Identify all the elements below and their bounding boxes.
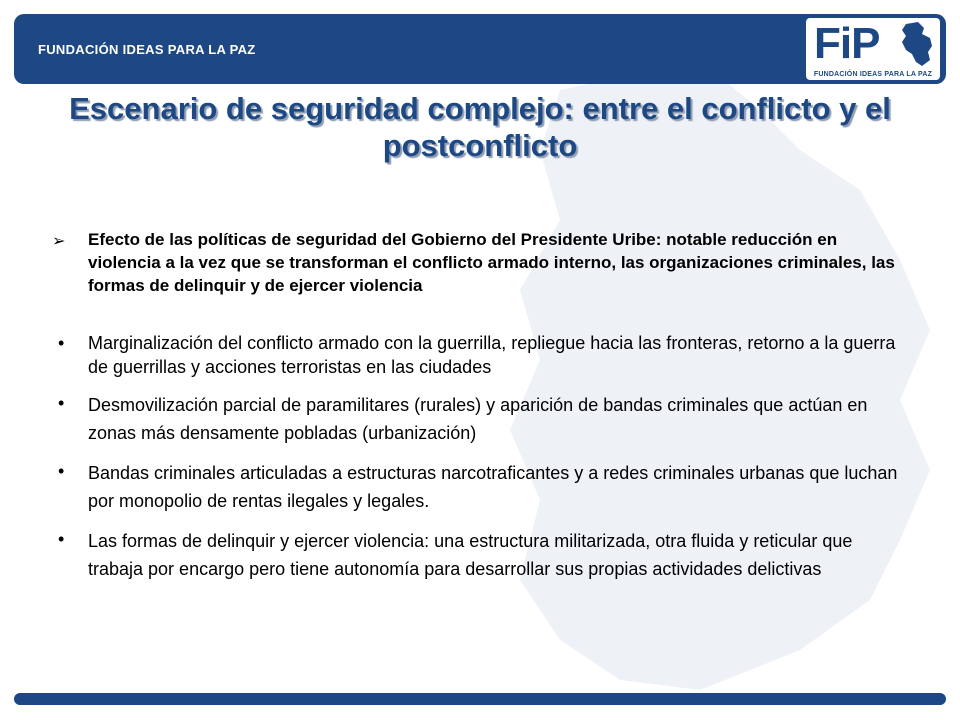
bullet-text: Las formas de delinquir y ejercer violencia: una estructura militarizada, otra fluida y reticular que trabaja por encargo pero tiene autonomía para desarrollar sus propias actividades delictivas [88, 531, 853, 579]
list-item [52, 331, 912, 379]
bullet-text: Desmovilización parcial de paramilitares (rurales) y aparición de bandas criminales que actúan en zonas más densamente pobladas (urbanización) [88, 395, 868, 443]
logo-mark: FiP [814, 19, 880, 68]
lead-text: Efecto de las políticas de seguridad del Gobierno del Presidente Uribe: notable reducción en violencia a la vez que se transforman el conflicto armado interno, las organizaciones criminales, las formas de delinquir y de ejercer violencia [88, 230, 895, 295]
slide-title: Escenario de seguridad complejo: entre el conflicto y el postconflicto [69, 91, 891, 163]
slide-content [52, 228, 912, 595]
bullet-list [52, 331, 912, 583]
bullet-dot-icon: • [58, 461, 65, 481]
list-item [52, 527, 912, 583]
arrow-bullet-icon: ➢ [52, 233, 66, 250]
bullet-dot-icon: • [58, 529, 65, 549]
lead-point [52, 228, 912, 297]
footer-bar [14, 693, 946, 705]
bullet-dot-icon: • [58, 393, 65, 413]
list-item [52, 459, 912, 515]
header-org-name: FUNDACIÓN IDEAS PARA LA PAZ [38, 42, 256, 57]
bullet-text: Marginalización del conflicto armado con la guerrilla, repliegue hacia las fronteras, retorno a la guerra de guerrillas y acciones terroristas en las ciudades [88, 333, 896, 377]
bullet-text: Bandas criminales articuladas a estructuras narcotraficantes y a redes criminales urbanas que luchan por monopolio de rentas ilegales y legales. [88, 463, 898, 511]
list-item [52, 391, 912, 447]
fip-logo [806, 18, 940, 80]
colombia-map-icon [898, 22, 934, 68]
bullet-dot-icon: • [58, 333, 65, 353]
header-bar [14, 14, 946, 84]
logo-subtitle: FUNDACIÓN IDEAS PARA LA PAZ [813, 71, 933, 78]
